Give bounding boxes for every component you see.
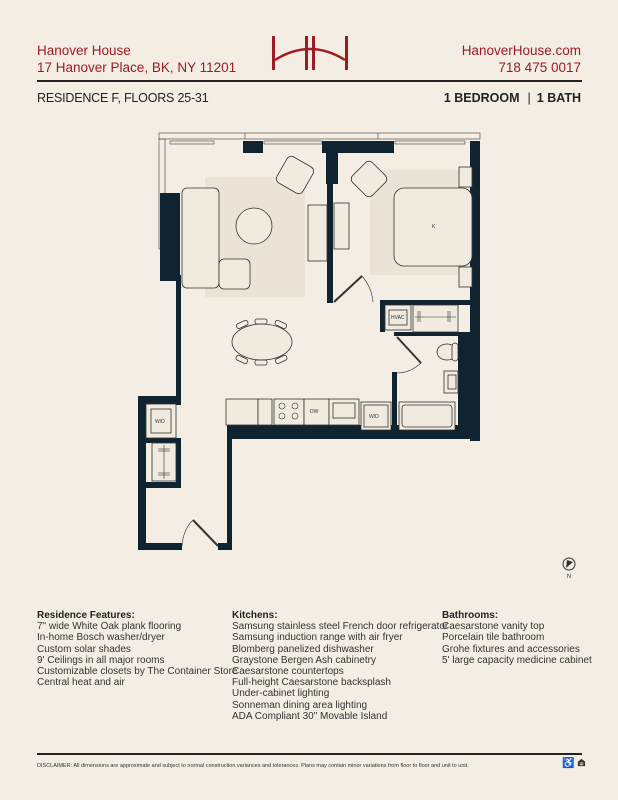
brand-block	[37, 42, 236, 76]
feature-item: Porcelain tile bathroom	[442, 632, 545, 644]
feature-item: ADA Compliant 30" Movable Island	[232, 710, 388, 722]
hvac-closet	[385, 305, 458, 332]
feature-item: Under-cabinet lighting	[232, 688, 330, 700]
cooktop	[274, 399, 304, 425]
dresser	[334, 203, 349, 249]
summary-separator: |	[527, 91, 531, 105]
media-console	[308, 205, 327, 261]
wd-label-hall: W/D	[155, 419, 165, 425]
kitchen-features	[232, 610, 448, 722]
feature-item: Caesarstone vanity top	[442, 621, 545, 633]
feature-item: 9' Ceilings in all major rooms	[37, 654, 165, 666]
feature-item: Graystone Bergen Ash cabinetry	[232, 654, 376, 666]
bath-count: 1 BATH	[536, 91, 581, 105]
footer-divider	[37, 753, 582, 755]
floorplan	[0, 120, 618, 570]
feature-item: Central heat and air	[37, 677, 125, 689]
feature-item: Customizable closets by The Container Store	[37, 666, 238, 678]
compass-icon	[562, 557, 576, 571]
unit-summary	[444, 91, 581, 105]
feature-item: Grohe fixtures and accessories	[442, 643, 580, 655]
north-compass	[560, 557, 578, 585]
wd-label-kitchen: W/D	[369, 414, 379, 420]
header-divider	[37, 80, 582, 82]
disclaimer: DISCLAIMER: All dimensions are approximate and subject to normal construction variances and tolerances. Plans may contain minor variations from floor to floor and unit to unit.	[37, 763, 469, 769]
phone-number[interactable]: 718 475 0017	[498, 60, 581, 75]
brand-address: 17 Hanover Place, BK, NY 11201	[37, 60, 237, 75]
residence-features	[37, 610, 237, 688]
feature-item: Samsung stainless steel French door refrigerator	[232, 621, 449, 633]
brand-name: Hanover House	[37, 43, 131, 58]
sofa	[182, 188, 219, 288]
hvac-label: HVAC	[391, 315, 405, 321]
feature-item: Caesarstone countertops	[232, 666, 344, 678]
website-link[interactable]: HanoverHouse.com	[461, 43, 581, 58]
feature-item: 5' large capacity medicine cabinet	[442, 654, 592, 666]
kitchen-features-title: Kitchens:	[232, 610, 278, 621]
dw-label: DW	[310, 409, 319, 415]
contact-block	[462, 42, 581, 76]
footer-icons	[562, 758, 586, 769]
entry-door	[182, 520, 218, 546]
ottoman	[219, 259, 250, 289]
bedroom-door	[334, 276, 373, 302]
bathroom-features	[442, 610, 592, 666]
feature-item: Blomberg panelized dishwasher	[232, 643, 374, 655]
feature-item: Full-height Caesarstone backsplash	[232, 677, 391, 689]
dining-set	[232, 319, 292, 365]
accessibility-icon: ♿	[562, 758, 575, 769]
coffee-table	[236, 208, 272, 244]
feature-item: Samsung induction range with air fryer	[232, 632, 403, 644]
feature-item: Custom solar shades	[37, 643, 131, 655]
bedroom-count: 1 BEDROOM	[443, 91, 520, 105]
bed-label: K	[432, 224, 436, 230]
residence-title: RESIDENCE F, FLOORS 25-31	[37, 91, 209, 105]
fridge	[226, 399, 258, 425]
kitchen	[226, 399, 391, 430]
nightstand-top	[459, 167, 472, 187]
bathroom	[397, 337, 458, 430]
nightstand-bottom	[459, 267, 472, 287]
bathtub	[399, 402, 455, 430]
hh-logo-icon	[270, 34, 350, 72]
equal-housing-icon	[577, 758, 586, 767]
compass-label: N	[566, 574, 572, 580]
feature-item: 7" wide White Oak plank flooring	[37, 621, 182, 633]
residence-features-title: Residence Features:	[37, 610, 135, 621]
feature-item: In-home Bosch washer/dryer	[37, 632, 165, 644]
feature-item: Sonneman dining area lighting	[232, 699, 368, 711]
bathroom-features-title: Bathrooms:	[442, 610, 499, 621]
